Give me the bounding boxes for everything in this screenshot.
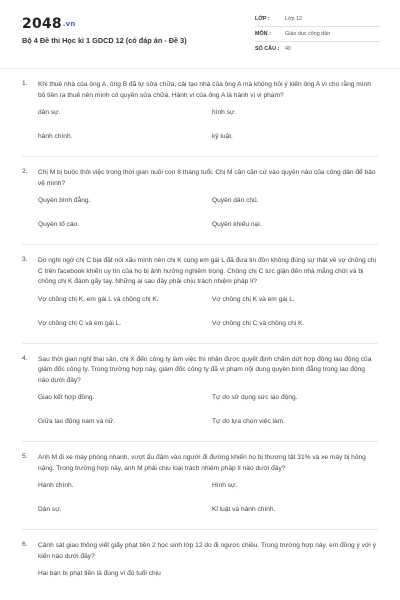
answer-option[interactable]: hình sự.	[212, 109, 237, 116]
question-item	[0, 453, 400, 529]
question-item	[0, 355, 400, 442]
question-divider	[22, 244, 378, 245]
answer-option[interactable]: Quyền khiếu nại.	[212, 221, 262, 228]
logo-suffix: .vn	[62, 20, 76, 28]
page-title: Bộ 4 Đề thi Học kì 1 GDCD 12 (có đáp án - Đề 3)	[22, 36, 187, 45]
answer-options	[38, 569, 376, 593]
answer-option[interactable]: Dân sự.	[38, 506, 62, 513]
answer-option[interactable]: Giao kết hợp đồng.	[38, 394, 95, 401]
answer-options	[38, 481, 376, 529]
question-divider	[22, 343, 378, 344]
answer-option[interactable]: Tự do sử dụng sức lao động.	[212, 394, 298, 401]
exam-meta-table	[255, 12, 380, 56]
answer-option[interactable]: kỷ luật.	[212, 133, 233, 140]
question-number: 1.	[22, 80, 28, 87]
answer-option[interactable]: Vợ chồng chị K và em gái L.	[212, 295, 295, 303]
answer-option[interactable]: Hình sự.	[212, 482, 238, 489]
meta-label: MÔN :	[255, 31, 271, 37]
question-text: Do nghi ngờ chị C bịa đặt nói xấu mình nên chị K cùng em gái L đã đưa tin đồn không đúng sự thật về vợ chồng chị C trên facebook khiến uy tín của họ bị ảnh hưởng nghiêm trọng. Chồng chị C tức giận đến nhà mắng chửi và bị chồng chị K đánh gãy tay. Những ai sau đây phải chịu trách nhiệm pháp lí?	[38, 257, 376, 285]
answer-option[interactable]: Quyền bình đẳng.	[38, 197, 91, 204]
answer-option[interactable]: Quyền tố cáo.	[38, 221, 80, 228]
logo-text: 2048	[22, 16, 62, 32]
answer-option[interactable]: Kỉ luật và hành chính.	[212, 506, 276, 513]
answer-options	[38, 295, 376, 343]
question-divider	[22, 441, 378, 442]
meta-row-subject	[255, 27, 380, 42]
answer-option[interactable]: dân sự.	[38, 109, 61, 116]
answer-option[interactable]: Vợ chồng chị C và chồng chị K.	[212, 319, 305, 327]
question-text: Cảnh sát giao thông viết giấy phạt tiền 2 học sinh lớp 12 do đi ngược chiều. Trong trường hợp này, em đồng ý với ý kiến nào dưới đây?	[38, 542, 376, 560]
question-item	[0, 80, 400, 156]
question-text: Sau thời gian nghỉ thai sản, chị X đến công ty làm việc thì nhận được quyết định chấm dứt hợp đồng lao động của giám đốc công ty. Trong trường hợp này, giám đốc công ty đã vi phạm nội dung quyền bình đẳng trong lao động nào dưới đây?	[38, 355, 372, 384]
answer-option[interactable]: Hành chính.	[38, 482, 74, 489]
document-header	[0, 0, 400, 69]
question-item	[0, 168, 400, 244]
answer-option[interactable]: Quyền dân chủ.	[212, 197, 259, 204]
question-text: Chị M bị buộc thôi việc trong thời gian nuôi con 8 tháng tuổi. Chị M cần căn cứ vào quyền nào của công dân để bảo vệ mình?	[38, 169, 376, 187]
question-text: Anh M đi xe máy phóng nhanh, vượt ẩu đâm vào người đi đường khiến họ bị thương tật 31% và xe máy bị hỏng nặng. Trong trường hợp này, anh M phải chịu loại trách nhiệm pháp lí nào dưới đây?	[38, 454, 366, 472]
meta-row-class	[255, 12, 380, 27]
question-number: 5.	[22, 453, 28, 460]
question-number: 4.	[22, 354, 28, 362]
meta-value: Lớp 12	[285, 16, 303, 22]
question-item	[0, 541, 400, 593]
answer-options	[38, 196, 376, 244]
question-list	[0, 80, 400, 593]
answer-options	[38, 393, 376, 441]
question-divider	[22, 156, 378, 157]
question-number: 2.	[22, 168, 28, 175]
question-text: Khi thuê nhà của ông A, ông B đã tự sửa chữa, cải tạo nhà của ông A mà không hỏi ý kiến ông A vì cho rằng mình bỏ tiền ra thuê nên mình có quyền sửa chữa. Hành vi của ông A là hành vi vi phạm?	[38, 81, 371, 99]
answer-option[interactable]: Vợ chồng chị K, em gái L và chồng chị K.	[38, 295, 159, 303]
answer-option[interactable]: Giữa lao động nam và nữ.	[38, 418, 116, 425]
meta-label: SỐ CÂU :	[255, 46, 280, 52]
answer-options	[38, 108, 376, 156]
meta-label: LỚP :	[255, 16, 270, 22]
answer-option[interactable]: hành chính.	[38, 133, 73, 140]
meta-value: 40	[285, 46, 291, 52]
meta-value: Giáo dục công dân	[285, 31, 331, 37]
meta-row-count	[255, 42, 380, 56]
question-item	[0, 256, 400, 343]
question-number: 3.	[22, 256, 28, 263]
question-number: 6.	[22, 541, 28, 548]
answer-option[interactable]: Vợ chồng chị C và em gái L.	[38, 319, 122, 327]
answer-option[interactable]: Hai bạn bị phạt tiền là đúng vì đủ tuổi chịu	[38, 570, 161, 577]
question-divider	[22, 529, 378, 530]
site-logo[interactable]	[22, 16, 76, 32]
answer-option[interactable]: Tự do lựa chọn việc làm.	[212, 418, 285, 425]
